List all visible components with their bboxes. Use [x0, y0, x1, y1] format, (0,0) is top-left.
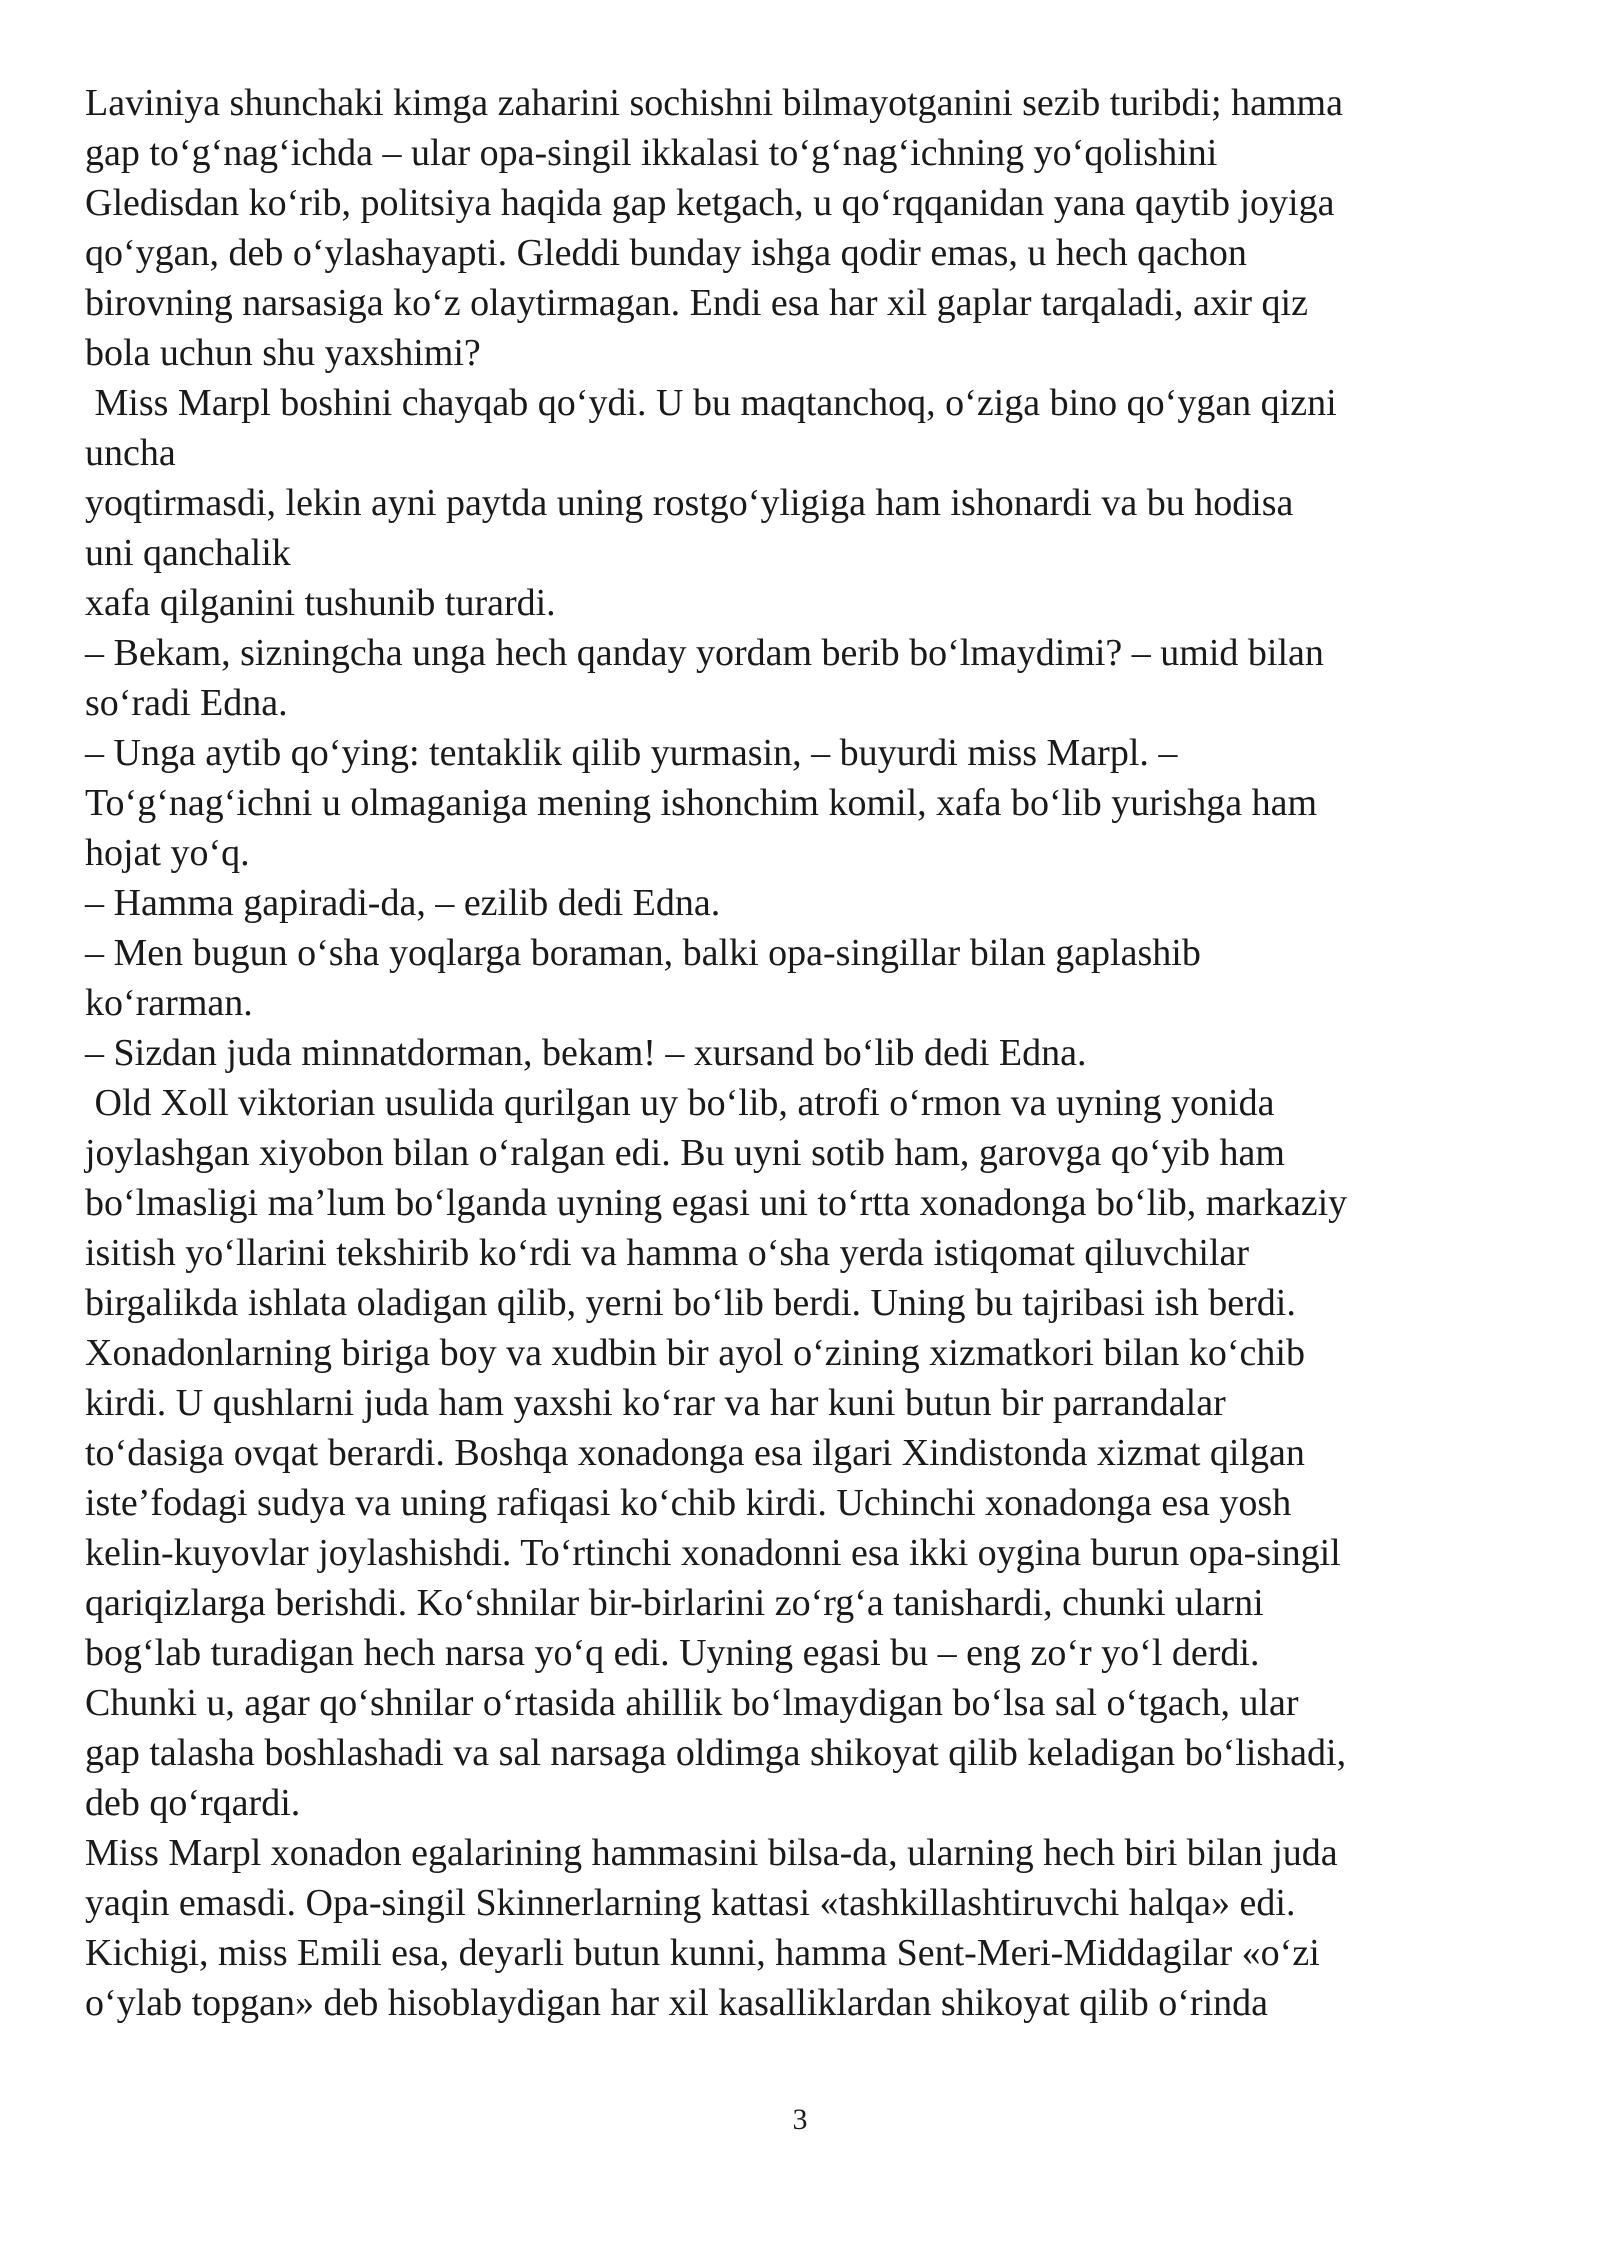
- text-line: yoqtirmasdi, lekin ayni paytda uning rostgo‘yligiga ham ishonardi va bu hodisa: [85, 482, 1294, 524]
- text-line: – Hamma gapiradi-da, – ezilib dedi Edna.: [85, 882, 721, 924]
- text-line: gap talasha boshlashadi va sal narsaga oldimga shikoyat qilib keladigan bo‘lishadi,: [85, 1732, 1347, 1774]
- text-line: Chunki u, agar qo‘shnilar o‘rtasida ahillik bo‘lmaydigan bo‘lsa sal o‘tgach, ular: [85, 1682, 1299, 1724]
- text-line: iste’fodagi sudya va uning rafiqasi ko‘chib kirdi. Uchinchi xonadonga esa yosh: [85, 1482, 1292, 1524]
- text-line: Gledisdan ko‘rib, politsiya haqida gap ketgach, u qo‘rqqanidan yana qaytib joyiga: [85, 182, 1335, 224]
- text-line: hojat yo‘q.: [85, 832, 250, 874]
- text-line: joylashgan xiyobon bilan o‘ralgan edi. Bu uyni sotib ham, garovga qo‘yib ham: [85, 1132, 1285, 1174]
- text-line: isitish yo‘llarini tekshirib ko‘rdi va hamma o‘sha yerda istiqomat qiluvchilar: [85, 1232, 1250, 1274]
- text-line: bog‘lab turadigan hech narsa yo‘q edi. Uyning egasi bu – eng zo‘r yo‘l derdi.: [85, 1632, 1260, 1674]
- text-line: To‘g‘nag‘ichni u olmaganiga mening ishonchim komil, xafa bo‘lib yurishga ham: [85, 782, 1318, 824]
- text-line: so‘radi Edna.: [85, 682, 288, 724]
- text-line: Miss Marpl xonadon egalarining hammasini bilsa-da, ularning hech biri bilan juda: [85, 1832, 1338, 1874]
- text-line: Miss Marpl boshini chayqab qo‘ydi. U bu maqtanchoq, o‘ziga bino qo‘ygan qizni: [85, 382, 1337, 424]
- text-line: uni qanchalik: [85, 532, 291, 574]
- text-line: Laviniya shunchaki kimga zaharini sochishni bilmayotganini sezib turibdi; hamma: [85, 82, 1343, 124]
- text-line: xafa qilganini tushunib turardi.: [85, 582, 556, 624]
- text-line: – Men bugun o‘sha yoqlarga boraman, balki opa-singillar bilan gaplashib: [85, 932, 1201, 974]
- text-line: Old Xoll viktorian usulida qurilgan uy bo‘lib, atrofi o‘rmon va uyning yonida: [85, 1082, 1275, 1124]
- text-line: ko‘rarman.: [85, 982, 253, 1024]
- text-line: gap to‘g‘nag‘ichda – ular opa-singil ikkalasi to‘g‘nag‘ichning yo‘qolishini: [85, 132, 1218, 174]
- page-number: 3: [792, 2103, 808, 2136]
- text-line: – Sizdan juda minnatdorman, bekam! – xursand bo‘lib dedi Edna.: [85, 1032, 1087, 1074]
- text-line: to‘dasiga ovqat berardi. Boshqa xonadonga esa ilgari Xindistonda xizmat qilgan: [85, 1432, 1305, 1474]
- text-line: birovning narsasiga ko‘z olaytirmagan. Endi esa har xil gaplar tarqaladi, axir qiz: [85, 282, 1308, 324]
- text-line: Xonadonlarning biriga boy va xudbin bir ayol o‘zining xizmatkori bilan ko‘chib: [85, 1332, 1305, 1374]
- text-line: bo‘lmasligi ma’lum bo‘lganda uyning egasi uni to‘rtta xonadonga bo‘lib, markaziy: [85, 1182, 1348, 1224]
- text-line: yaqin emasdi. Opa-singil Skinnerlarning kattasi «tashkillashtiruvchi halqa» edi.: [85, 1882, 1296, 1924]
- text-line: – Unga aytib qo‘ying: tentaklik qilib yurmasin, – buyurdi miss Marpl. –: [85, 732, 1178, 774]
- text-line: kelin-kuyovlar joylashishdi. To‘rtinchi xonadonni esa ikki oygina burun opa-singil: [85, 1532, 1341, 1574]
- text-line: deb qo‘rqardi.: [85, 1782, 301, 1824]
- text-line: kirdi. U qushlarni juda ham yaxshi ko‘rar va har kuni butun bir parrandalar: [85, 1382, 1226, 1424]
- text-line: bola uchun shu yaxshimi?: [85, 332, 481, 374]
- text-line: o‘ylab topgan» deb hisoblaydigan har xil kasalliklardan shikoyat qilib o‘rinda: [85, 1982, 1269, 2024]
- text-line: qariqizlarga berishdi. Ko‘shnilar bir-birlarini zo‘rg‘a tanishardi, chunki ularni: [85, 1582, 1264, 1624]
- text-line: – Bekam, sizningcha unga hech qanday yordam berib bo‘lmaydimi? – umid bilan: [85, 632, 1324, 674]
- text-line: uncha: [85, 432, 176, 474]
- text-line: birgalikda ishlata oladigan qilib, yerni bo‘lib berdi. Uning bu tajribasi ish berdi.: [85, 1282, 1296, 1324]
- text-line: Kichigi, miss Emili esa, deyarli butun kunni, hamma Sent-Meri-Middagilar «o‘zi: [85, 1932, 1320, 1974]
- text-line: qo‘ygan, deb o‘ylashayapti. Gleddi bunday ishga qodir emas, u hech qachon: [85, 232, 1247, 274]
- body-text: [85, 78, 1525, 2028]
